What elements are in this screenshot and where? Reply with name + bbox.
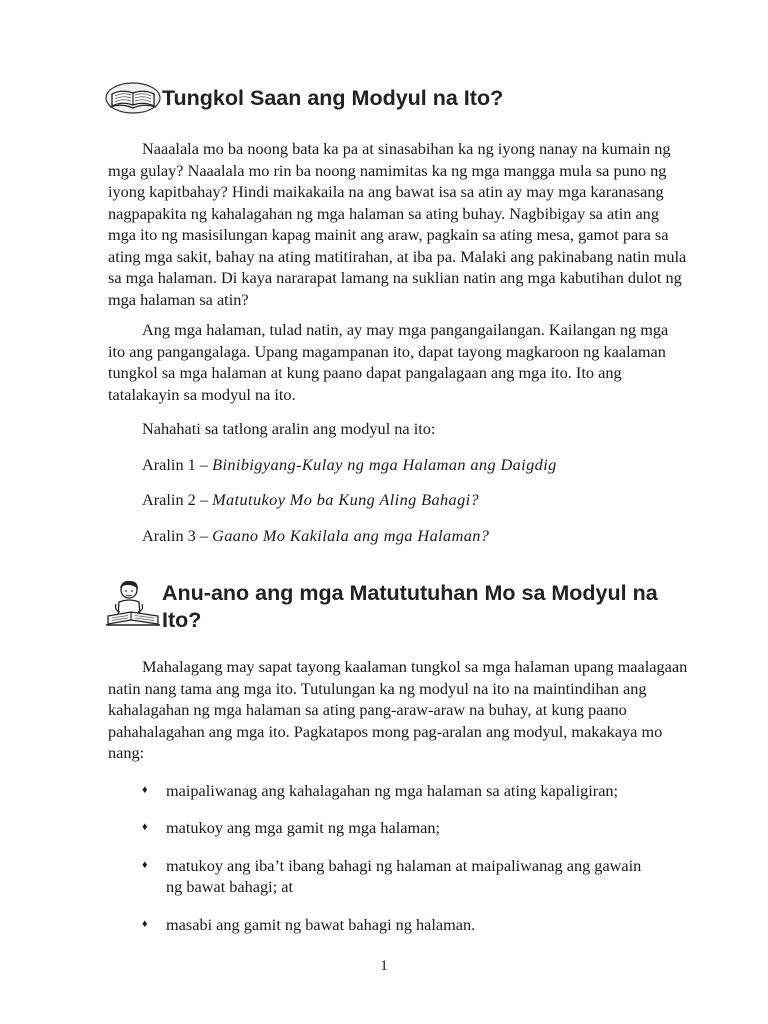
list-item: ♦ matukoy ang iba’t ibang bahagi ng halaman at maipaliwanag ang gawain ng bawat bahagi; at: [142, 855, 642, 896]
section-heading: Anu-ano ang mga Matututuhan Mo sa Modyul na Ito?: [162, 581, 658, 632]
list-item: ♦ masabi ang gamit ng bawat bahagi ng halaman.: [142, 914, 476, 934]
lesson-title: Matutukoy Mo ba Kung Aling Bahagi?: [212, 490, 480, 509]
list-item: ♦ maipaliwanag ang kahalagahan ng mga halaman sa ating kapaligiran;: [142, 780, 619, 800]
section-heading-row: [104, 80, 688, 121]
intro-paragraph: Naaalala mo ba noong bata ka pa at sinasabihan ka ng iyong nanay na kumain ng mga gulay? Naaalala mo rin ba noong namimitas ka ng mga mangga mula sa puno ng iyong kapitbahay? Hindi maikakaila na ang bawat isa sa atin ay may mga karanasang nagpapakita ng kahalagahan ng mga halaman sa ating buhay. Nagbibigay sa atin ang mga ito ng masisilungan kapag mainit ang araw, pagkain sa ating mesa, gamot para sa ating mga sakit, bahay na ating matitirahan, at iba pa. Malaki ang pakinabang natin mula sa mga halaman. Di kaya nararapat lamang na suklian natin ang mga kabutihan dulot ng mga halaman sa atin?: [108, 139, 687, 309]
page-number: 1: [380, 958, 388, 974]
section-about-module: [108, 80, 688, 546]
lesson-item: Aralin 1 – Binibigyang-Kulay ng mga Halaman ang Daigdig: [142, 454, 557, 474]
list-item: ♦ matukoy ang mga gamit ng mga halaman;: [142, 818, 440, 837]
objectives-intro: Mahalagang may sapat tayong kaalaman tungkol sa mga halaman upang maalagaan natin nang tama ang mga ito. Tutulungan ka ng modyul na ito na maintindihan ang kahalagahan ng mga halaman sa ating pang-araw-araw na buhay, at kung paano pahahalagahan ang mga ito. Pagkatapos mong pag-aralan ang modyul, makakaya mo nang:: [108, 657, 688, 762]
lesson-item: Aralin 3 – Gaano Mo Kakilala ang mga Halaman?: [142, 525, 490, 545]
section-learning-objectives: [108, 578, 688, 951]
diamond-bullet-icon: ♦: [142, 783, 148, 796]
lesson-item: Aralin 2 – Matutukoy Mo ba Kung Aling Bahagi?: [142, 490, 480, 509]
lessons-intro: Nahahati sa tatlong aralin ang modyul na ito:: [142, 419, 436, 438]
open-book-icon: [104, 80, 162, 121]
lesson-title: Binibigyang-Kulay ng mga Halaman ang Daigdig: [212, 454, 557, 474]
diamond-bullet-icon: ♦: [142, 917, 148, 930]
lesson-title: Gaano Mo Kakilala ang mga Halaman?: [212, 525, 490, 545]
needs-paragraph: Ang mga halaman, tulad natin, ay may mga pangangailangan. Kailangan ng mga ito ang pangangalaga. Upang magampanan ito, dapat tayong magkaroon ng kaalaman tungkol sa mga halaman at kung paano dapat pangalagaan ang mga ito. Ito ang tatalakayin sa modyul na ito.: [108, 320, 669, 404]
section-heading-row: [104, 578, 688, 634]
section-heading: Tungkol Saan ang Modyul na Ito?: [162, 86, 504, 110]
objectives-list: [108, 780, 688, 936]
student-reading-icon: [104, 578, 162, 633]
diamond-bullet-icon: ♦: [142, 821, 148, 833]
diamond-bullet-icon: ♦: [142, 858, 148, 871]
